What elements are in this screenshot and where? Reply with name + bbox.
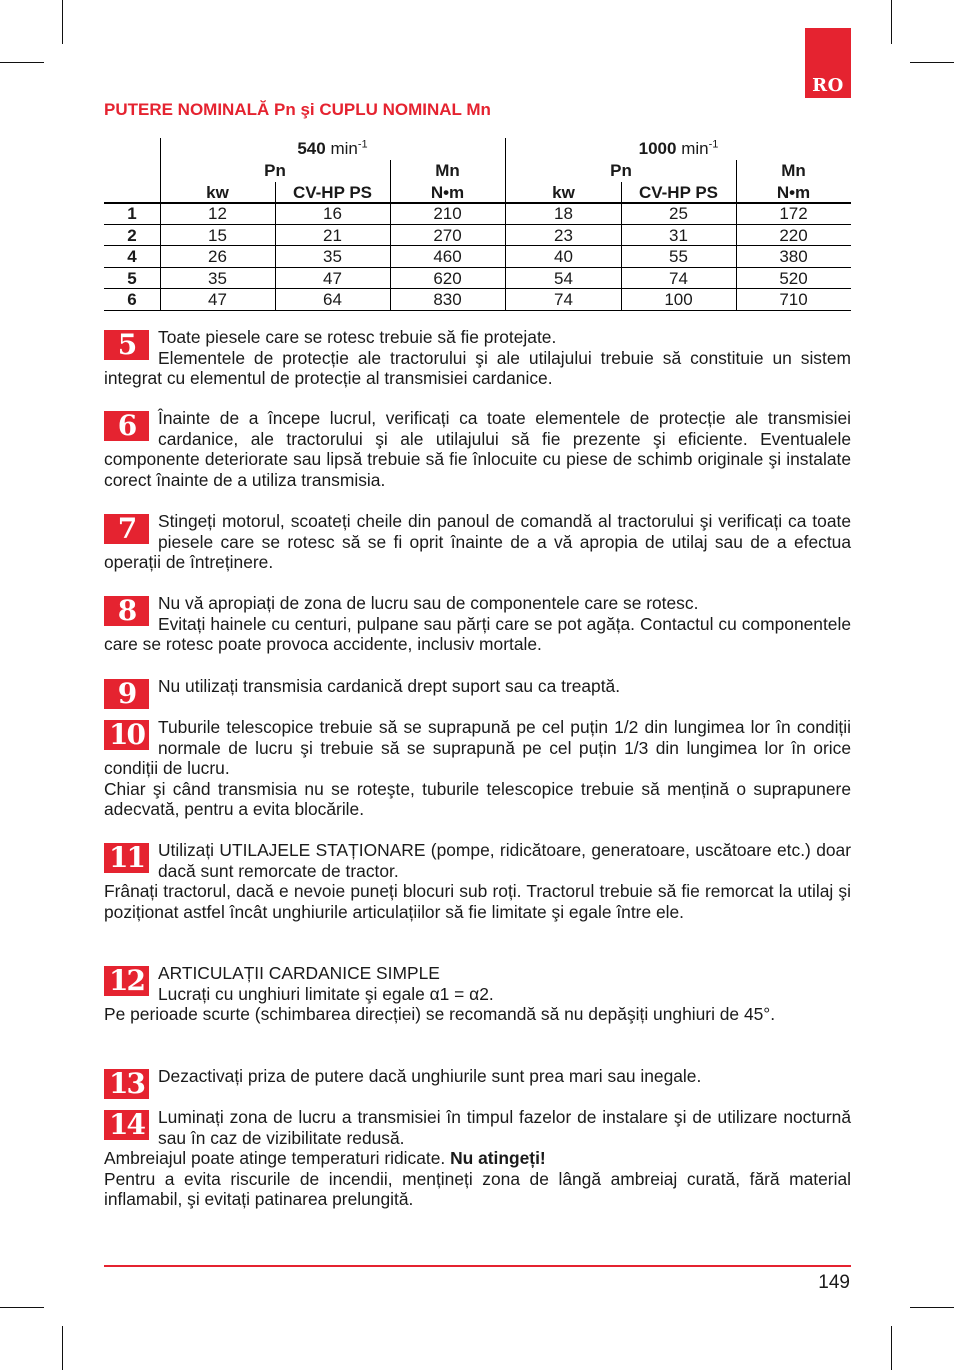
item-text: Utilizați UTILAJELE STAȚIONARE (pompe, ridicătoare, generatoare, uscătoare etc.) doar dacă sunt remorcate de tractor. — [158, 840, 851, 881]
item-text: Frânați tractorul, dacă e nevoie puneți blocuri sub roți. Tractorul trebuie să fie remorcat la utilaj şi poziționat astfel încât unghiurile articulațiilor să fie limitate şi egale între ele. — [104, 881, 851, 922]
table-cell: 16 — [323, 204, 342, 223]
badge-spacer — [104, 1107, 158, 1148]
safety-item-13 — [104, 1066, 851, 1107]
table-cell: 100 — [664, 290, 693, 309]
crop-mark — [891, 1326, 892, 1370]
table-cell: 40 — [554, 247, 573, 266]
item-number-badge: 9 — [104, 679, 149, 709]
item-text: Tuburile telescopice trebuie să se suprapună pe cel puțin 1/2 din lungimea lor în condiții normale de lucru şi trebuie să se suprapună pe cel puțin 1/3 din lungimea lor în orice condiții de lucru. — [104, 717, 851, 778]
table-cell: 64 — [323, 290, 342, 309]
crop-mark — [910, 62, 954, 63]
crop-mark — [891, 0, 892, 44]
safety-item-5 — [104, 327, 851, 389]
item-number-badge: 5 — [104, 330, 149, 360]
item-text: Dezactivați priza de putere dacă unghiurile sunt prea mari sau inegale. — [158, 1066, 702, 1086]
table-cell: 620 — [433, 268, 462, 288]
badge-spacer — [104, 840, 158, 881]
item-number-badge: 14 — [104, 1110, 149, 1140]
safety-item-10 — [104, 717, 851, 820]
table-cell: 55 — [669, 247, 688, 266]
badge-spacer — [104, 327, 158, 368]
table-cell: 54 — [554, 268, 573, 288]
item-text: ARTICULAȚII CARDANICE SIMPLE — [158, 963, 440, 983]
item-number-badge: 6 — [104, 411, 149, 441]
language-tab: RO — [805, 28, 851, 98]
footer-rule — [104, 1265, 851, 1267]
row-index: 2 — [127, 225, 137, 245]
table-cell: 23 — [554, 225, 573, 245]
table-cell: 35 — [208, 268, 227, 288]
item-number-badge: 12 — [104, 966, 149, 996]
header-pn-540: Pn — [264, 161, 286, 180]
header-kw: kw — [206, 182, 229, 202]
table-cell: 12 — [208, 204, 227, 223]
safety-item-7 — [104, 511, 851, 573]
header-cvhp: CV-HP PS — [292, 182, 373, 202]
item-text: Luminați zona de lucru a transmisiei în timpul fazelor de instalare şi de utilizare nocturnă sau în caz de vizibilitate redusă. — [158, 1107, 851, 1148]
table-row — [104, 225, 851, 247]
page-number: 149 — [818, 1272, 850, 1293]
table-cell: 460 — [433, 247, 462, 266]
table-cell: 172 — [779, 204, 808, 223]
safety-item-14 — [104, 1107, 851, 1210]
table-cell: 47 — [323, 268, 342, 288]
item-text: Evitați hainele cu centuri, pulpane sau părți care se pot agăța. Contactul cu componentele care se rotesc poate provoca accidente, inclusiv mortale. — [104, 613, 851, 654]
header-nm: N•m — [776, 182, 811, 202]
item-text: Nu atingeți! — [450, 1148, 546, 1168]
table-cell: 380 — [779, 247, 808, 266]
table-row — [104, 289, 851, 311]
crop-mark — [62, 1326, 63, 1370]
table-row — [104, 203, 851, 225]
table-cell: 18 — [554, 204, 573, 223]
crop-mark — [0, 62, 44, 63]
safety-item-12 — [104, 963, 851, 1025]
badge-spacer — [104, 511, 158, 552]
table-cell: 710 — [779, 290, 808, 309]
power-torque-table — [104, 138, 851, 311]
safety-item-11 — [104, 840, 851, 922]
table-cell: 220 — [779, 225, 808, 245]
item-text: Pentru a evita riscurile de incendii, mențineți zona de lângă ambreiaj curată, fără material inflamabil, şi evitați patinarea prelungită. — [104, 1168, 851, 1209]
table-cell: 35 — [323, 247, 342, 266]
header-mn-1000: Mn — [781, 161, 806, 180]
header-1000: 1000 $\min^{-1}$ — [638, 138, 719, 158]
item-number-badge: 8 — [104, 596, 149, 626]
item-text: Înainte de a începe lucrul, verificați ca toate elementele de protecție ale transmisiei cardanice, ale tractorului şi ale utilajului să fie prezente şi eficiente. Eventualele componente deteriorate sau lipsă trebuie să fie înlocuite cu piese de schimb originale şi instalate corect înainte de a utiliza transmisia. — [104, 408, 851, 490]
header-pn-1000: Pn — [610, 161, 632, 180]
table-cell: 210 — [433, 204, 462, 223]
badge-spacer — [104, 963, 158, 1004]
item-text: Stingeți motorul, scoateți cheile din panoul de comandă al tractorului şi verificați ca toate piesele care se rotesc să se fi oprit înainte de a vă apropia de utilaj sau de a efectua operații de întreținere. — [104, 511, 851, 572]
item-text: Toate piesele care se rotesc trebuie să fie protejate. — [158, 327, 557, 347]
safety-item-6 — [104, 408, 851, 490]
table-cell: 25 — [669, 204, 688, 223]
crop-mark — [910, 1307, 954, 1308]
badge-spacer — [104, 676, 158, 717]
item-text: Elementele de protecție ale tractorului şi ale utilajului trebuie să constituie un sistem integrat cu elementul de protecție al transmisiei cardanice. — [104, 347, 851, 388]
header-nm: N•m — [430, 182, 465, 202]
header-kw: kw — [552, 182, 575, 202]
row-index: 4 — [127, 247, 137, 266]
table-cell: 15 — [208, 225, 227, 245]
table-cell: 26 — [208, 247, 227, 266]
table-cell: 270 — [433, 225, 462, 245]
row-index: 5 — [127, 268, 137, 288]
header-mn-540: Mn — [435, 161, 460, 180]
safety-item-9 — [104, 676, 851, 717]
table-cell: 74 — [554, 290, 573, 309]
row-index: 1 — [127, 204, 137, 223]
table-cell: 74 — [669, 268, 688, 288]
item-text: Nu utilizați transmisia cardanică drept suport sau ca treaptă. — [158, 676, 621, 696]
section-title: PUTERE NOMINALĂ Pn şi CUPLU NOMINAL Mn — [104, 100, 491, 119]
table-cell: 21 — [323, 225, 342, 245]
table-row — [104, 246, 851, 268]
item-text: Pe perioade scurte (schimbarea direcției) se recomandă să nu depăşiți unghiuri de 45°. — [104, 1004, 776, 1024]
table-cell: 31 — [669, 225, 688, 245]
item-text: Ambreiajul poate atinge temperaturi ridicate. — [104, 1148, 446, 1168]
item-number-badge: 13 — [104, 1069, 149, 1099]
item-text: Nu vă apropiați de zona de lucru sau de componentele care se rotesc. — [158, 593, 699, 613]
header-540: 540 $\min^{-1}$ — [297, 138, 368, 158]
item-number-badge: 10 — [104, 720, 149, 750]
item-text: Lucrați cu unghiuri limitate şi egale α1 = α2. — [158, 983, 494, 1004]
row-index: 6 — [127, 290, 137, 309]
badge-spacer — [104, 408, 158, 449]
crop-mark — [62, 0, 63, 44]
item-number-badge: 7 — [104, 514, 149, 544]
badge-spacer — [104, 1066, 158, 1107]
table-cell: 47 — [208, 290, 227, 309]
header-cvhp: CV-HP PS — [638, 182, 719, 202]
table-cell: 830 — [433, 290, 462, 309]
badge-spacer — [104, 593, 158, 634]
crop-mark — [0, 1307, 44, 1308]
table-cell: 520 — [779, 268, 808, 288]
safety-item-8 — [104, 593, 851, 655]
item-text: Chiar şi când transmisia nu se roteşte, tuburile telescopice trebuie să mențină o suprapunere adecvată, pentru a evita blocările. — [104, 778, 851, 819]
badge-spacer — [104, 717, 158, 758]
item-number-badge: 11 — [104, 843, 149, 873]
table-row — [104, 268, 851, 290]
